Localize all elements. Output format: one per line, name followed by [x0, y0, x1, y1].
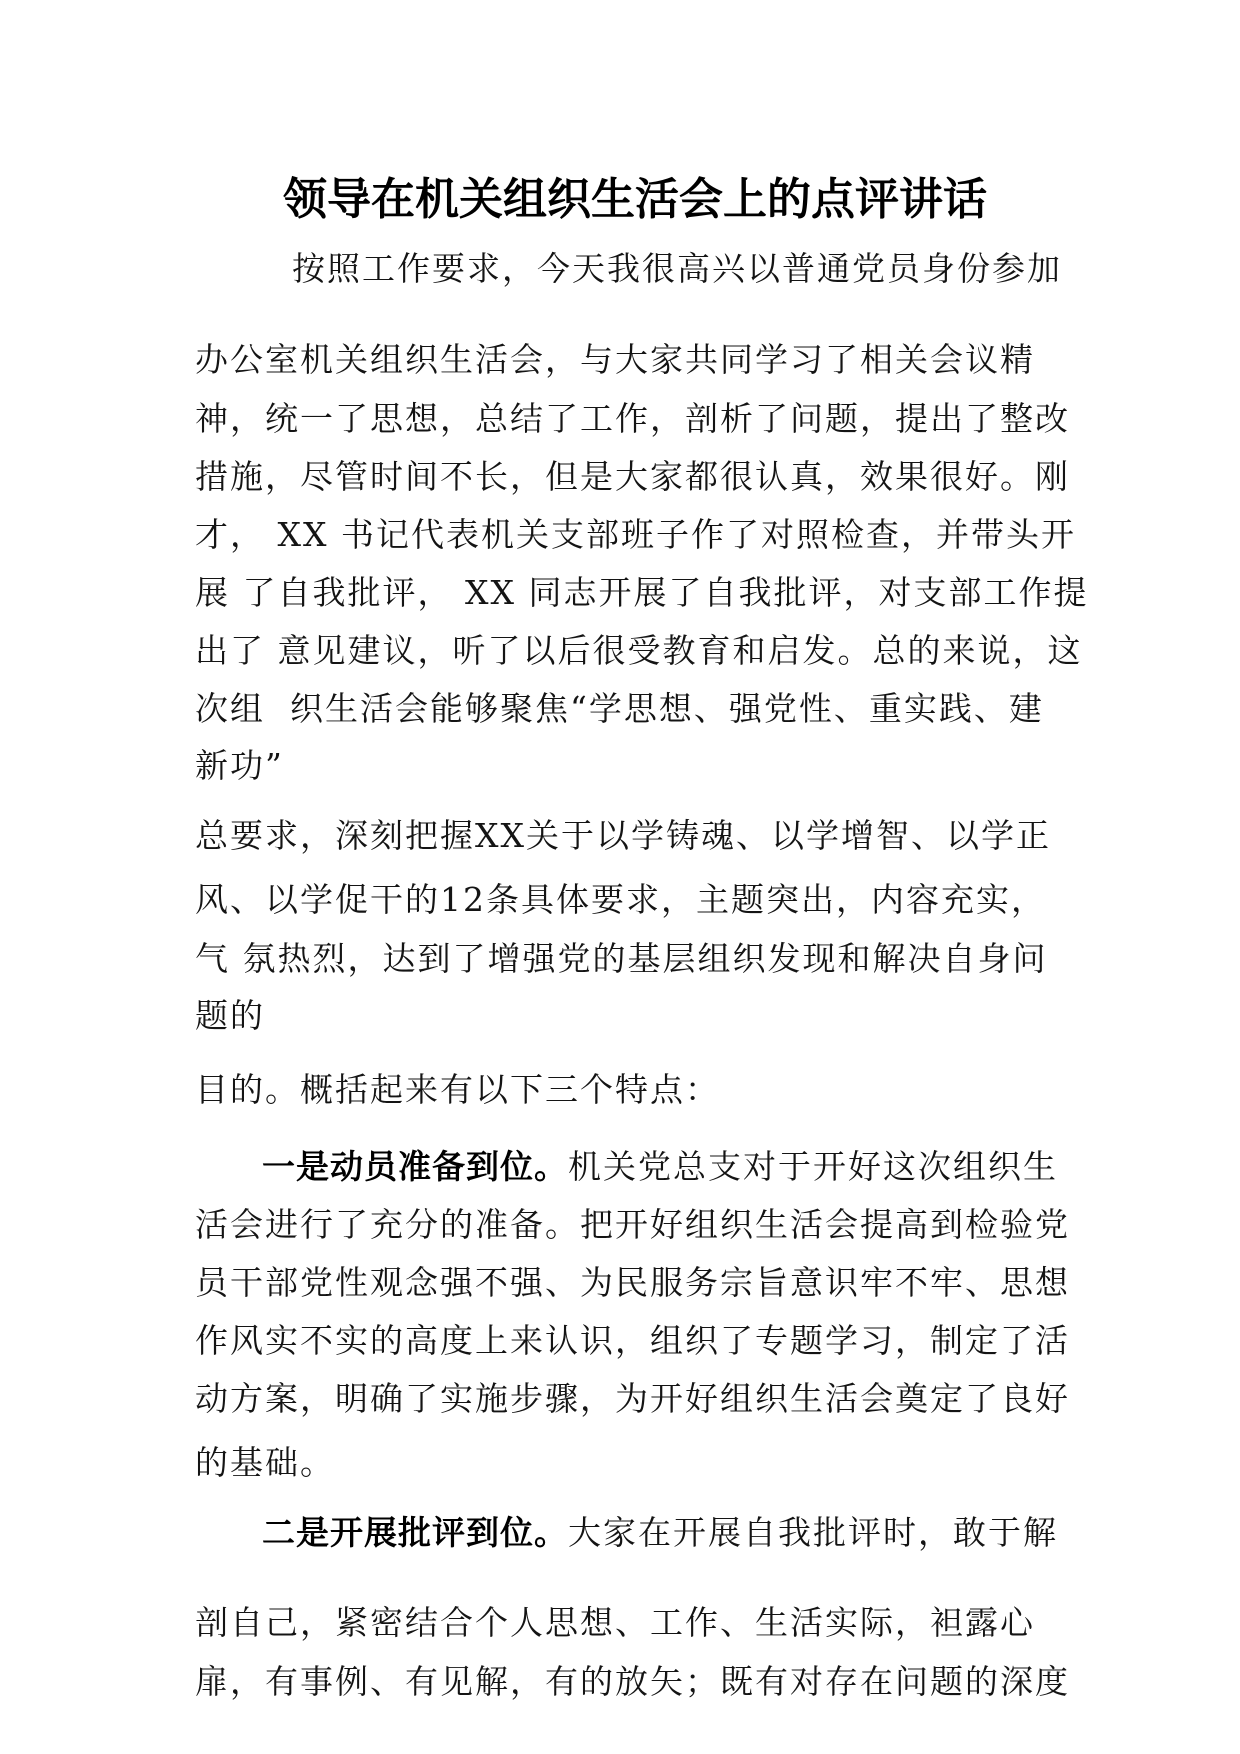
- body-line: 展 了自我批评， XX 同志开展了自我批评，对支部工作提: [195, 573, 1089, 612]
- body-line: 神，统一了思想，总结了工作，剖析了问题，提出了整改: [195, 399, 1070, 438]
- body-line: 办公室机关组织生活会，与大家共同学习了相关会议精: [195, 340, 1035, 379]
- body-line: 员干部党性观念强不强、为民服务宗旨意识牢不牢、思想: [195, 1263, 1070, 1302]
- body-line: 按照工作要求，今天我很高兴以普通党员身份参加: [292, 249, 1062, 288]
- document-title: 领导在机关组织生活会上的点评讲话: [283, 174, 987, 225]
- body-line: 目的。概括起来有以下三个特点：: [195, 1070, 720, 1109]
- body-line: 措施，尽管时间不长，但是大家都很认真，效果很好。刚: [195, 457, 1070, 496]
- point-two-lead: 二是开展批评到位。: [262, 1513, 568, 1552]
- point-one-line: [262, 1145, 1058, 1189]
- body-line: 活会进行了充分的准备。把开好组织生活会提高到检验党: [195, 1205, 1070, 1244]
- point-one-text: 机关党总支对于开好这次组织生: [568, 1147, 1058, 1186]
- body-line: 剖自己，紧密结合个人思想、工作、生活实际，袒露心: [195, 1603, 1035, 1642]
- body-line: 风、以学促干的12条具体要求，主题突出，内容充实，: [195, 880, 1046, 919]
- body-line: 的基础。: [195, 1443, 335, 1482]
- body-line: 新功”: [195, 746, 284, 785]
- body-line: 出了 意见建议，听了以后很受教育和启发。总的来说，这: [195, 631, 1083, 670]
- body-line: 才， XX 书记代表机关支部班子作了对照检查，并带头开: [195, 515, 1076, 554]
- body-line: 次组 织生活会能够聚焦“学思想、强党性、重实践、建: [195, 689, 1044, 728]
- body-line: 题的: [195, 996, 265, 1035]
- point-two-text: 大家在开展自我批评时，敢于解: [568, 1513, 1058, 1552]
- body-line: 扉，有事例、有见解，有的放矢；既有对存在问题的深度: [195, 1662, 1070, 1701]
- point-two-line: [262, 1511, 1058, 1555]
- body-line: 气 氛热烈，达到了增强党的基层组织发现和解决自身问: [195, 939, 1048, 978]
- body-line: 作风实不实的高度上来认识，组织了专题学习，制定了活: [195, 1321, 1070, 1360]
- point-one-lead: 一是动员准备到位。: [262, 1147, 568, 1186]
- body-line: 总要求，深刻把握XX关于以学铸魂、以学增智、以学正: [195, 816, 1051, 855]
- body-line: 动方案，明确了实施步骤，为开好组织生活会奠定了良好: [195, 1379, 1070, 1418]
